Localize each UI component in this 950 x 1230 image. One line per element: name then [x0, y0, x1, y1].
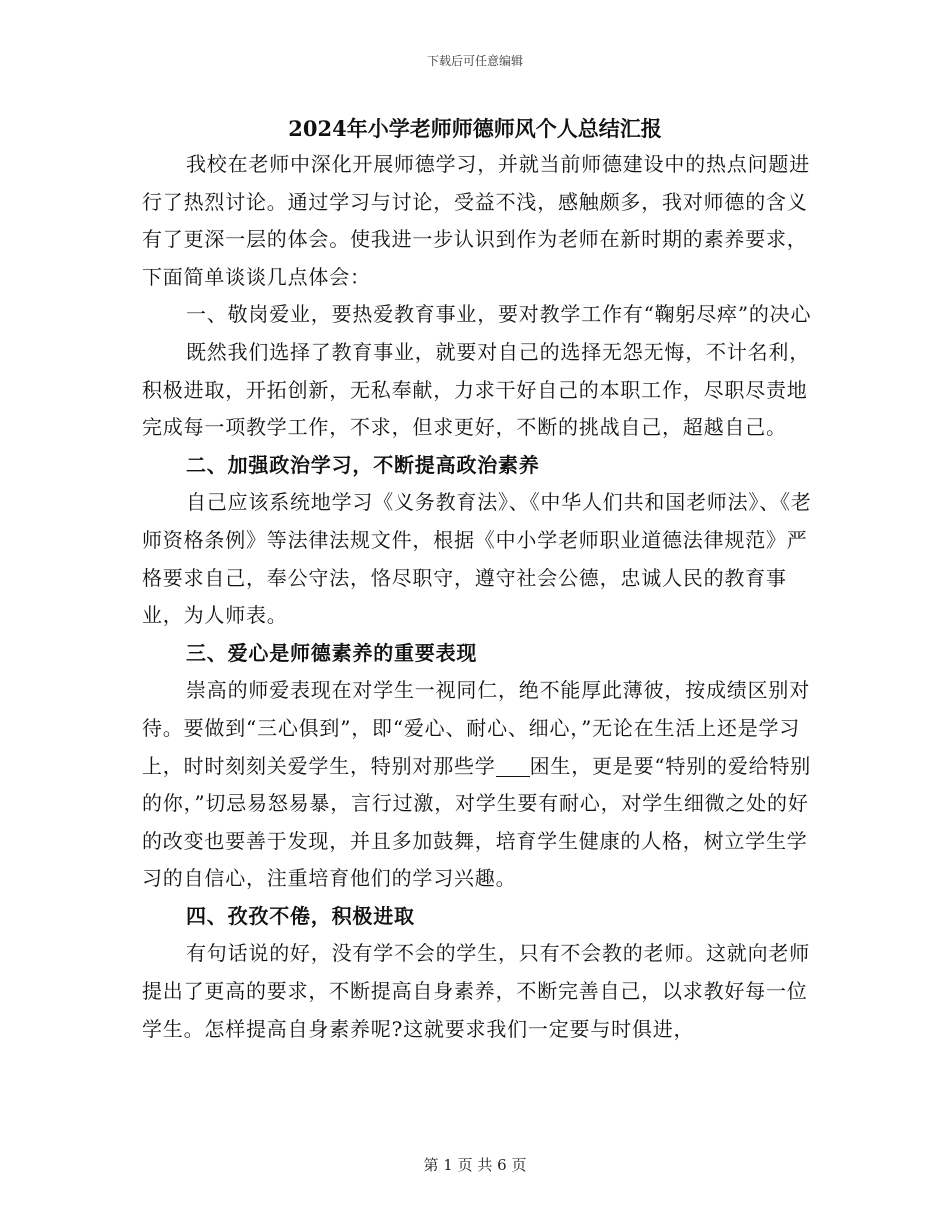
section-1-body: 既然我们选择了教育事业，就要对自己的选择无怨无悔，不计名利，积极进取，开拓创新，无私奉献，力求干好自己的本职工作，尽职尽责地完成每一项教学工作，不求，但求更好，不断的挑战自己，超越自己。 [142, 339, 810, 440]
section-2-heading: 二、加强政治学习，不断提高政治素养 [186, 452, 540, 477]
intro-paragraph: 我校在老师中深化开展师德学习，并就当前师德建设中的热点问题进行了热烈讨论。通过学习与讨论，受益不浅，感触颇多，我对师德的含义有了更深一层的体会。使我进一步认识到作为老师在新时期的素养要求，下面简单谈谈几点体会： [142, 152, 810, 289]
section-3-body-part-1: 崇高的师爱表现在对学生一视同仁，绝不能厚此薄彼，按成绩区别对待。要做到“三心俱到”，即“爱心、耐心、细心，”无论在生活上还是学习上，时时刻刻关爱学生，特别对那些学 [142, 678, 810, 778]
section-3-heading: 三、爱心是师德素养的重要表现 [186, 640, 478, 665]
section-2-body: 自己应该系统地学习《义务教育法》、《中华人们共和国老师法》、《老师资格条例》等法律法规文件，根据《中小学老师职业道德法律规范》严格要求自己，奉公守法，恪尽职守，遵守社会公德，忠诚人民的教育事业，为人师表。 [142, 490, 812, 628]
document-body [142, 146, 812, 1048]
document-title: 2024年小学老师师德师风个人总结汇报 [288, 116, 662, 141]
page-header: 下载后可任意编辑 [426, 54, 523, 68]
section-3-body [142, 672, 812, 898]
fill-in-blank [496, 756, 530, 777]
page-footer: 第 1 页 共 6 页 [423, 1156, 527, 1174]
section-4-body: 有句话说的好，没有学不会的学生，只有不会教的老师。这就向老师提出了更高的要求，不断提高自身素养，不断完善自己，以求教好每一位学生。怎样提高自身素养呢?这就要求我们一定要与时俱进， [142, 941, 810, 1041]
section-3-body-part-2: 困生，更是要“特别的爱给特别的你，”切忌易怒易暴，言行过激，对学生要有耐心，对学生细微之处的好的改变也要善于发现，并且多加鼓舞，培育学生健康的人格，树立学生学习的自信心，注重培育他们的学习兴趣。 [142, 753, 812, 891]
section-1-heading: 一、敬岗爱业，要热爱教育事业，要对教学工作有“鞠躬尽瘁”的决心 [186, 302, 812, 327]
section-4-heading: 四、孜孜不倦，积极进取 [186, 903, 415, 928]
